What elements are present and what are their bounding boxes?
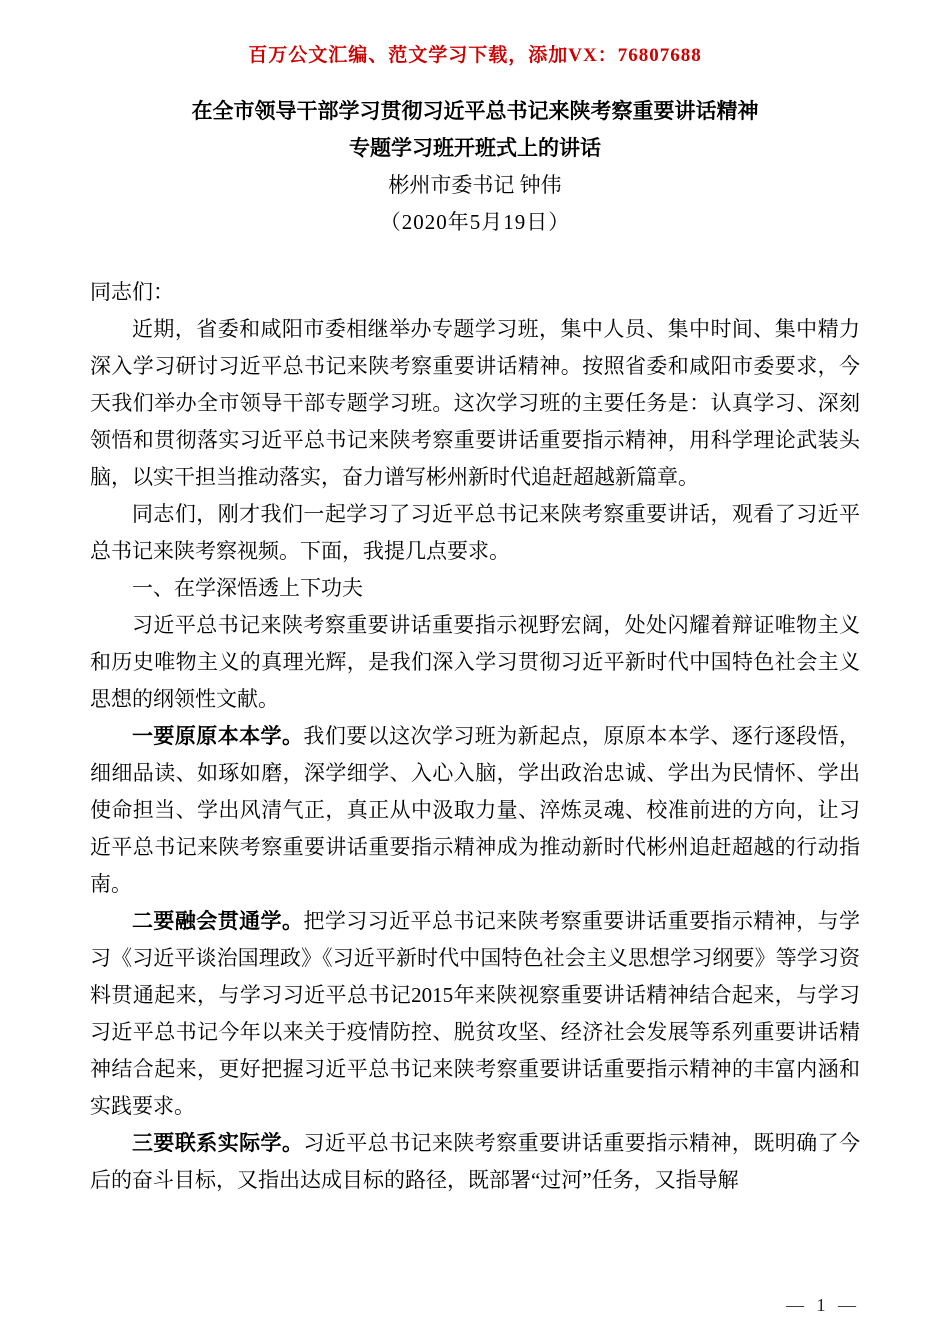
paragraph: [90, 1125, 860, 1199]
paragraph-text: 我们要以这次学习班为新起点，原原本本学、逐行逐段悟，细细品读、如琢如磨，深学细学、入心入脑，学出政治忠诚、学出为民情怀、学出使命担当、学出风清气正，真正从中汲取力量、淬炼灵魂、校准前进的方向，让习近平总书记来陕考察重要讲话重要指示精神成为推动新时代彬州追赶超越的行动指南。: [90, 724, 861, 896]
paragraph: [90, 607, 860, 718]
document-body: [90, 274, 860, 1199]
paragraph-text: 习近平总书记来陕考察重要讲话重要指示视野宏阔，处处闪耀着辩证唯物主义和历史唯物主义的真理光辉，是我们深入学习贯彻习近平新时代中国特色社会主义思想的纲领性文献。: [90, 613, 860, 711]
document-title-line2: 专题学习班开班式上的讲话: [349, 136, 601, 160]
section-heading: [90, 570, 860, 607]
date-line: （2020年5月19日）: [379, 210, 571, 234]
paragraph-text: 同志们，刚才我们一起学习了习近平总书记来陕考察重要讲话，观看了习近平总书记来陕考察视频。下面，我提几点要求。: [90, 502, 860, 563]
page-number: — 1 —: [786, 1295, 860, 1315]
header-notice: 百万公文汇编、范文学习下载，添加VX：76807688: [248, 45, 702, 66]
document-title-line1: 在全市领导干部学习贯彻习近平总书记来陕考察重要讲话精神: [191, 99, 759, 123]
paragraph: [90, 903, 860, 1125]
title-block: [90, 93, 860, 241]
paragraph: [90, 496, 860, 570]
paragraph-text: 同志们：: [90, 280, 174, 304]
salutation-paragraph: [90, 274, 860, 311]
paragraph-lead: 一要原原本本学。: [132, 724, 304, 748]
paragraph: [90, 311, 860, 496]
paragraph-text: 一、在学深悟透上下功夫: [132, 576, 363, 600]
paragraph-lead: 二要融会贯通学。: [132, 909, 304, 933]
author-line: 彬州市委书记 钟伟: [388, 173, 562, 197]
paragraph-text: 习近平总书记来陕考察重要讲话重要指示精神，既明确了今后的奋斗目标，又指出达成目标的路径，既部署“过河”任务，又指导解: [90, 1131, 861, 1192]
paragraph: [90, 718, 860, 903]
paragraph-lead: 三要联系实际学。: [132, 1131, 304, 1155]
paragraph-text: 把学习习近平总书记来陕考察重要讲话重要指示精神，与学习《习近平谈治国理政》《习近平新时代中国特色社会主义思想学习纲要》等学习资料贯通起来，与学习习近平总书记2015年来陕视察重要讲话精神结合起来，与学习习近平总书记今年以来关于疫情防控、脱贫攻坚、经济社会发展等系列重要讲话精神结合起来，更好把握习近平总书记来陕考察重要讲话重要指示精神的丰富内涵和实践要求。: [90, 909, 861, 1118]
paragraph-text: 近期，省委和咸阳市委相继举办专题学习班，集中人员、集中时间、集中精力深入学习研讨习近平总书记来陕考察重要讲话精神。按照省委和咸阳市委要求，今天我们举办全市领导干部专题学习班。这次学习班的主要任务是：认真学习、深刻领悟和贯彻落实习近平总书记来陕考察重要讲话重要指示精神，用科学理论武装头脑，以实干担当推动落实，奋力谱写彬州新时代追赶超越新篇章。: [90, 317, 860, 489]
